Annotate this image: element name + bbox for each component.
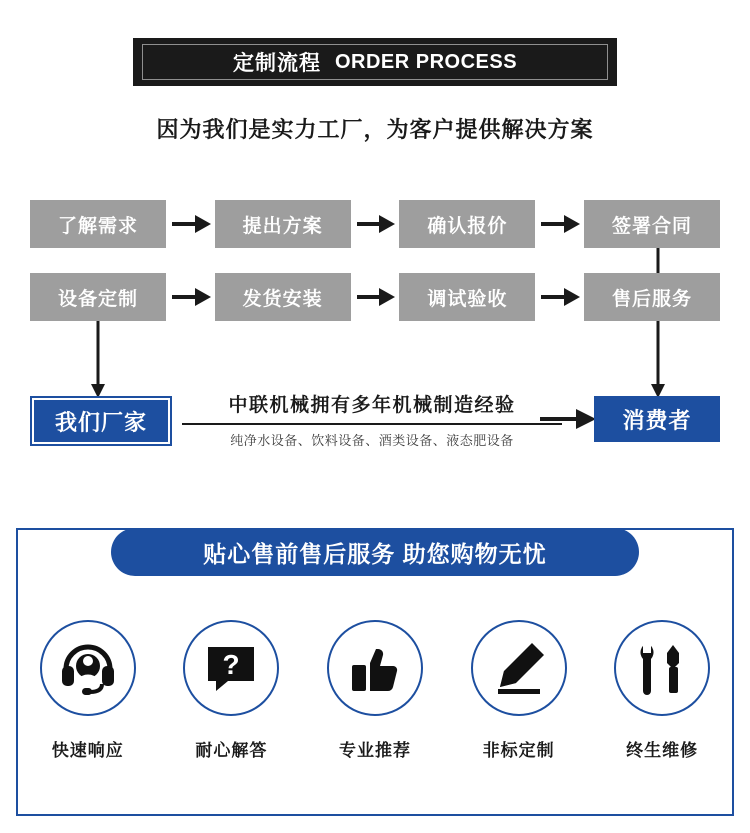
wrench-screwdriver-icon xyxy=(633,639,691,697)
flow-step-3: 确认报价 xyxy=(399,200,535,248)
flow-step-1: 了解需求 xyxy=(30,200,166,248)
flow-step-5: 设备定制 xyxy=(30,273,166,321)
flow-row-2 xyxy=(30,273,720,321)
flow-step-6: 发货安装 xyxy=(215,273,351,321)
flow-step-2: 提出方案 xyxy=(215,200,351,248)
order-process-banner-inner xyxy=(142,44,608,80)
flow-arrow-right-icon xyxy=(351,200,400,248)
order-process-title-cn: 定制流程 xyxy=(232,52,321,75)
thumbs-up-icon xyxy=(346,639,404,697)
flow-row-1 xyxy=(30,200,720,248)
factory-slogan-block xyxy=(182,390,562,449)
service-icon-circle xyxy=(471,620,567,716)
flow-arrow-right-icon xyxy=(535,200,584,248)
maker-box: 我们厂家 xyxy=(30,396,172,446)
flow-arrow-right-icon xyxy=(535,273,584,321)
flow-arrow-right-icon xyxy=(166,273,215,321)
service-icon-circle xyxy=(614,620,710,716)
service-icon-circle xyxy=(40,620,136,716)
service-item-custom-nonstandard xyxy=(454,620,584,761)
service-icon-circle xyxy=(183,620,279,716)
service-item-label: 终生维修 xyxy=(626,741,699,760)
headset-icon xyxy=(58,639,118,697)
service-title: 贴心售前售后服务 助您购物无忧 xyxy=(111,528,639,576)
service-item-label: 专业推荐 xyxy=(338,741,411,760)
service-item-lifetime-repair xyxy=(597,620,727,761)
order-process-banner xyxy=(133,38,617,86)
question-bubble-icon xyxy=(202,639,260,697)
flow-step-7: 调试验收 xyxy=(399,273,535,321)
flow-arrow-right-icon xyxy=(166,200,215,248)
factory-slogan: 中联机械拥有多年机械制造经验 xyxy=(228,395,516,416)
order-process-subtitle: 因为我们是实力工厂，为客户提供解决方案 xyxy=(156,117,594,142)
service-item-label: 快速响应 xyxy=(51,741,124,760)
service-icon-circle xyxy=(327,620,423,716)
service-item-list xyxy=(16,620,734,761)
flow-step-8: 售后服务 xyxy=(584,273,720,321)
order-process-title-en: ORDER PROCESS xyxy=(334,50,518,73)
service-item-professional-recommend xyxy=(310,620,440,761)
consumer-box: 消费者 xyxy=(594,396,720,442)
service-item-fast-response xyxy=(23,620,153,761)
flow-step-4: 签署合同 xyxy=(584,200,720,248)
factory-products: 纯净水设备、饮料设备、酒类设备、液态肥设备 xyxy=(182,423,562,449)
service-item-patient-answer xyxy=(166,620,296,761)
flow-arrow-right-icon xyxy=(351,273,400,321)
service-item-label: 非标定制 xyxy=(482,741,555,760)
pencil-icon xyxy=(490,639,548,697)
service-item-label: 耐心解答 xyxy=(195,741,268,760)
svg-text:?: ? xyxy=(222,649,240,680)
